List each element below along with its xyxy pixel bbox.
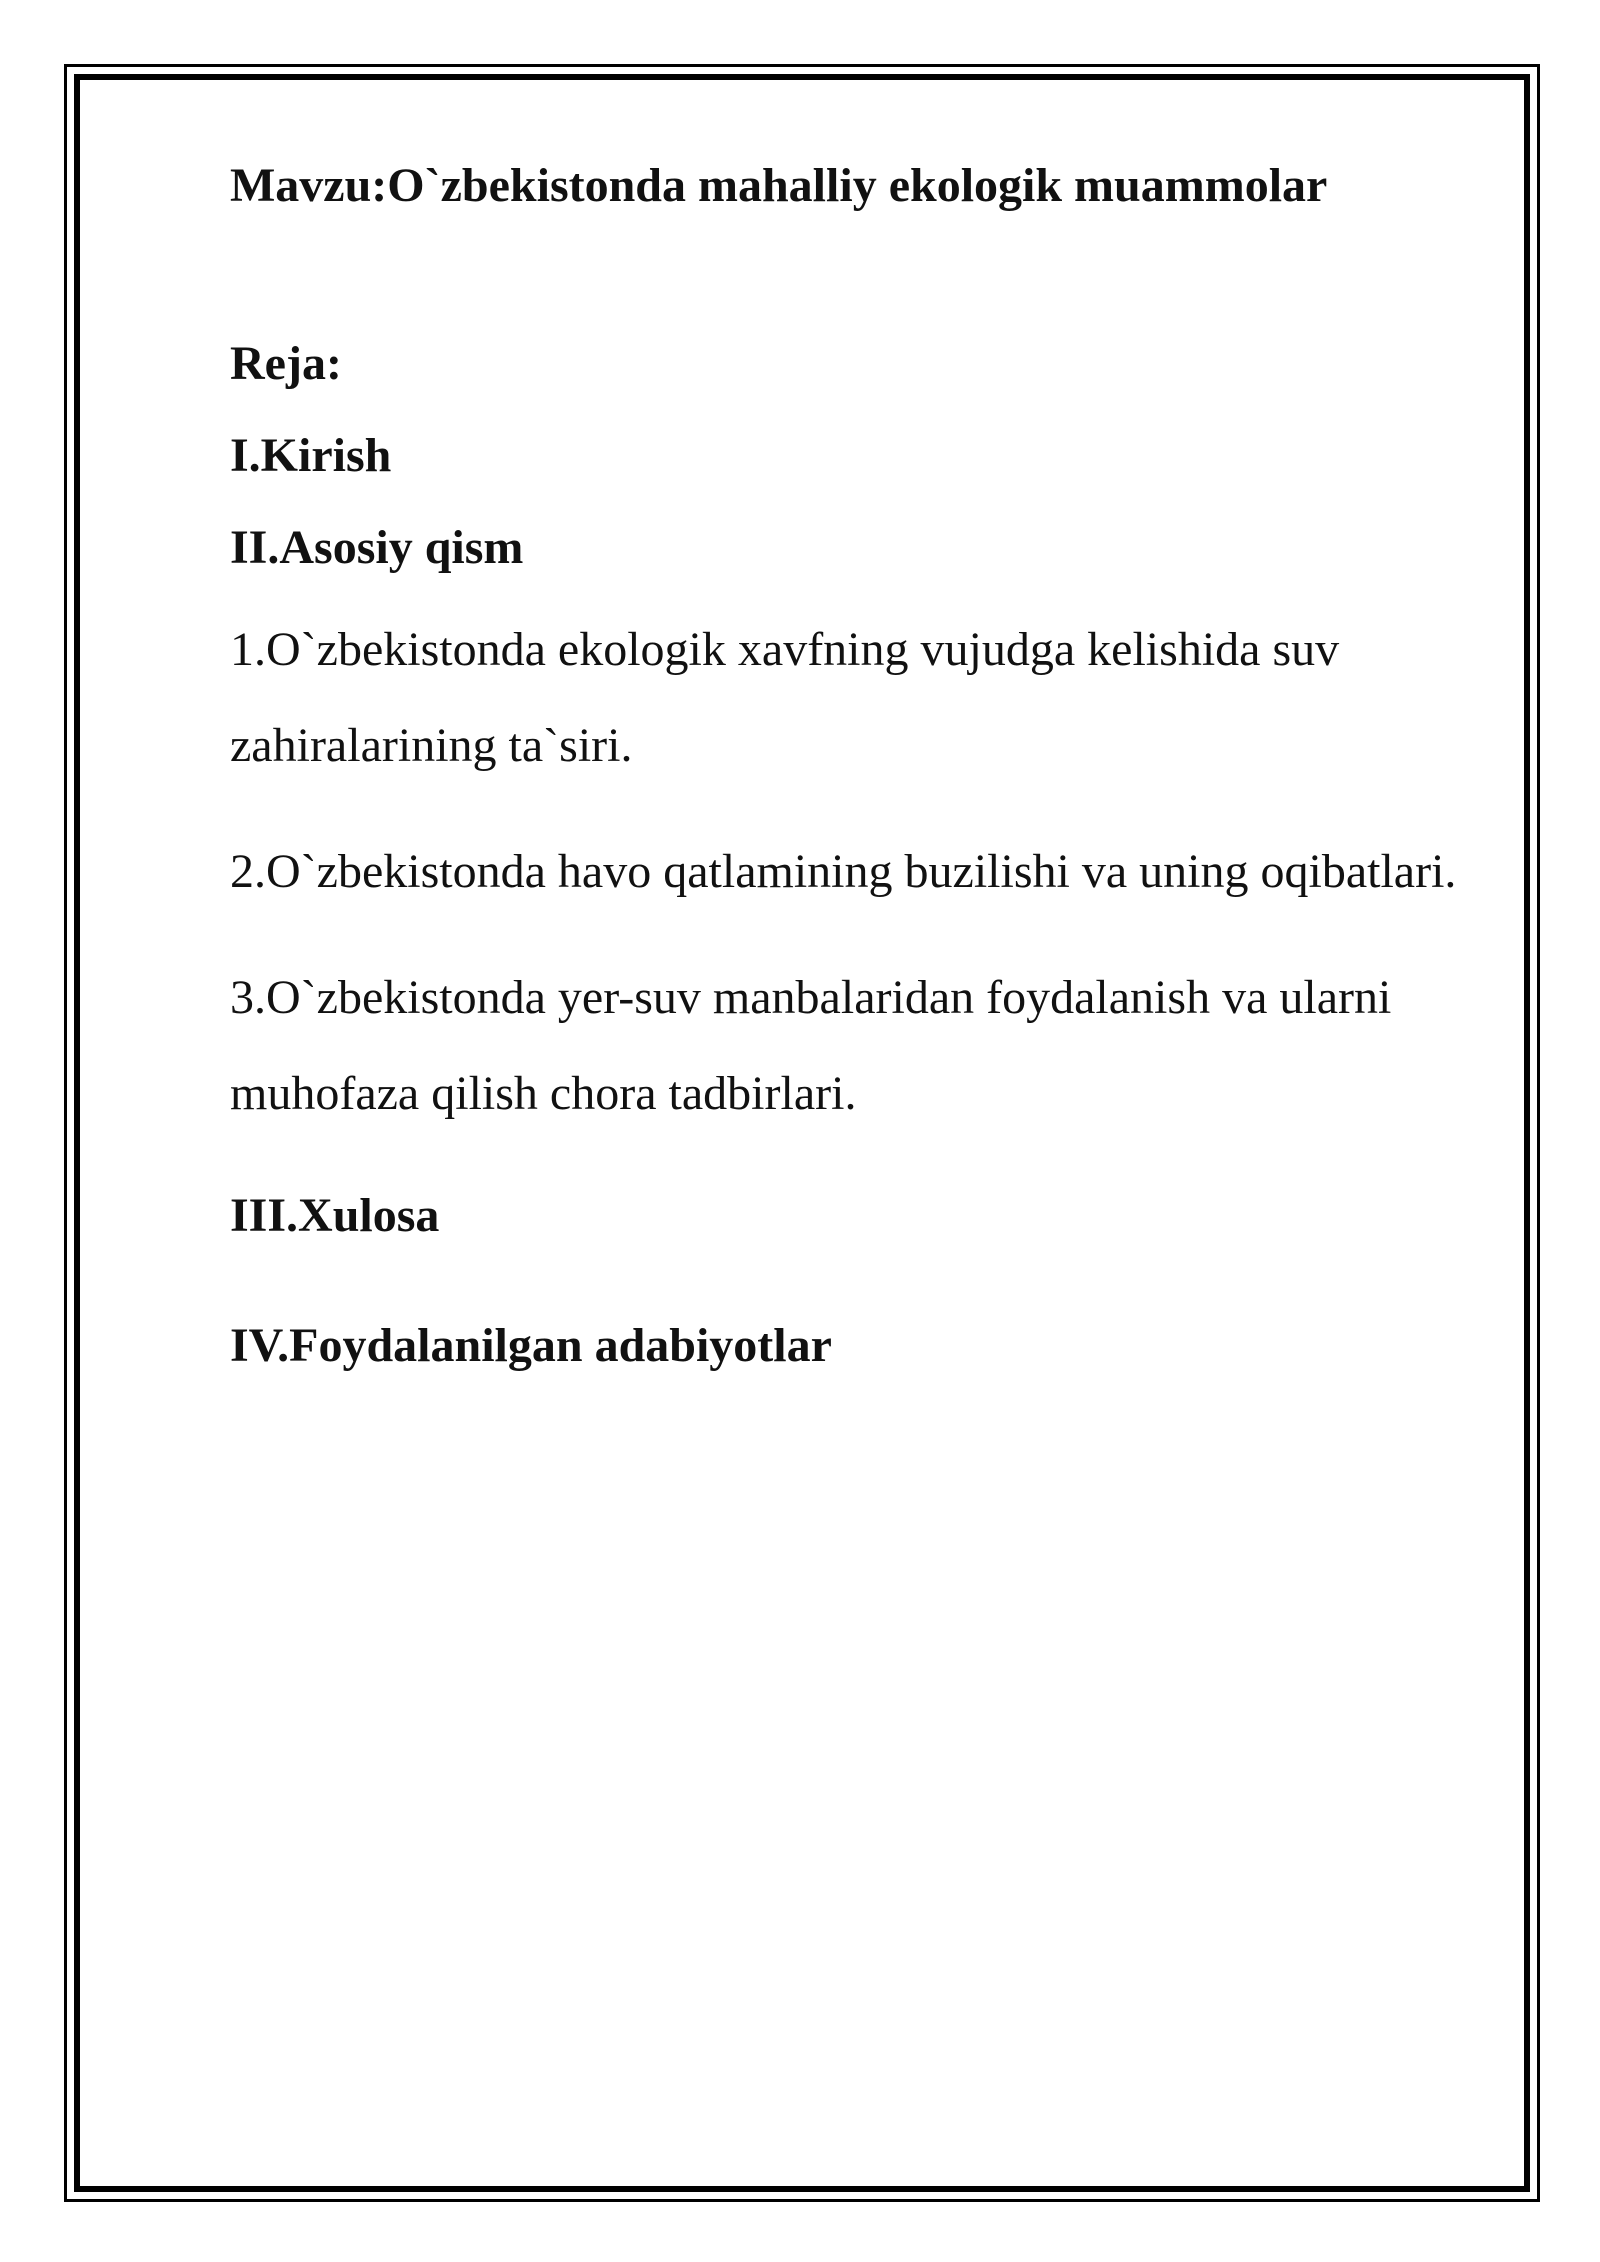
section-intro: I.Kirish: [230, 429, 392, 482]
topic-title: Mavzu:O`zbekistonda mahalliy ekologik muammolar: [230, 159, 1328, 212]
section-references: IV.Foydalanilgan adabiyotlar: [230, 1319, 832, 1372]
main-point-2: 2.O`zbekistonda havo qatlamining buzilishi va uning oqibatlari.: [230, 845, 1457, 898]
section-main: II.Asosiy qism: [230, 521, 524, 574]
main-point-1: 1.O`zbekistonda ekologik xavfning vujudga kelishida suv zahiralarining ta`siri.: [230, 623, 1340, 772]
document-content: [230, 150, 1490, 1382]
main-point-3: 3.O`zbekistonda yer-suv manbalaridan foydalanish va ularni muhofaza qilish chora tadbirlari.: [230, 971, 1392, 1120]
section-conclusion: III.Xulosa: [230, 1189, 440, 1242]
plan-label: Reja:: [230, 337, 342, 390]
